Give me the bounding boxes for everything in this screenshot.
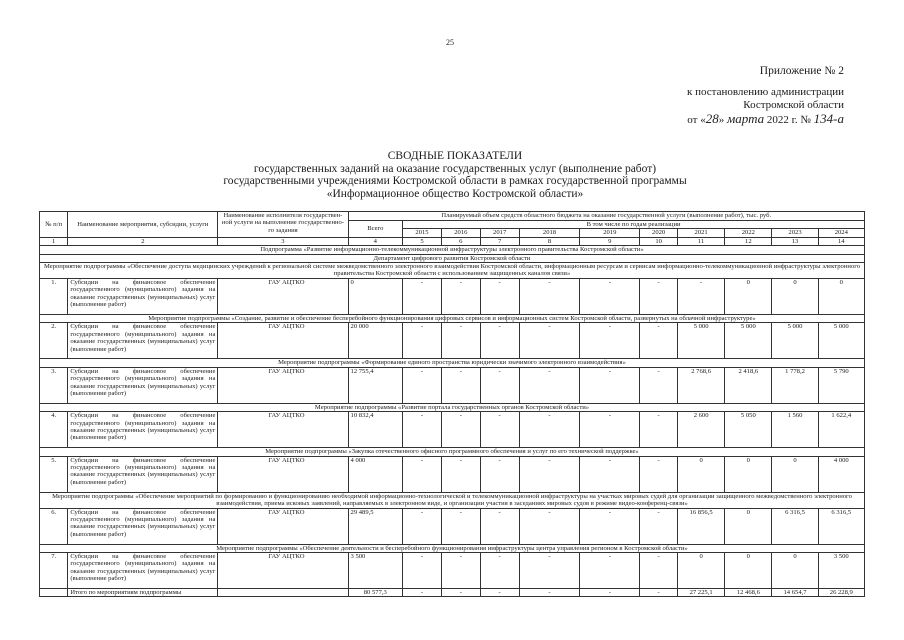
total-year-value: 26 228,9	[818, 589, 864, 597]
row-year-value: -	[640, 456, 678, 492]
section-title: Мероприятие подпрограммы «Обеспечение деятельности и бесперебойного функционирования инфраструктуры центра управления регионом в Костромской области»	[40, 544, 865, 552]
row-year-value: -	[519, 323, 580, 359]
row-year-value: -	[519, 279, 580, 315]
row-year-value: -	[441, 508, 480, 544]
document-header	[200, 150, 710, 200]
row-name: Субсидии на финансовое обеспечение государственного (муниципального) задания на оказание государственных (муниципальных) услуг (выполнение работ)	[68, 323, 218, 359]
year-header: 2017	[480, 229, 519, 237]
table-body	[40, 212, 865, 597]
total-year-value: 12 468,6	[725, 589, 772, 597]
total-year-value: 27 225,1	[678, 589, 725, 597]
appendix-line-1: к постановлению администрации	[687, 86, 844, 98]
row-name: Субсидии на финансовое обеспечение государственного (муниципального) задания на оказание государственных (муниципальных) услуг (выполнение работ)	[68, 456, 218, 492]
row-year-value: 0	[678, 456, 725, 492]
col-byyear-header: В том числе по годам реализации	[403, 221, 865, 229]
row-year-value: -	[480, 279, 519, 315]
appendix-line-3	[644, 112, 844, 127]
total-label: Итого по мероприятиям подпрограммы	[68, 589, 218, 597]
table-row	[40, 508, 865, 544]
section-title: Мероприятие подпрограммы «Создание, развитие и обеспечение бесперебойного функционирования цифровых сервисов и информационных систем Костромской области, развернутых на облачной инфраструктуре»	[40, 315, 865, 323]
col-total-header: Всего	[348, 221, 403, 238]
row-year-value: -	[580, 553, 640, 589]
row-executor: ГАУ АЦТКО	[218, 323, 348, 359]
row-year-value: -	[519, 553, 580, 589]
header-line-2: государственных заданий на оказание государственных услуг (выполнение работ)	[253, 162, 657, 175]
row-year-value: -	[519, 456, 580, 492]
row-year-value: 2 600	[678, 412, 725, 448]
table-row	[40, 367, 865, 403]
row-executor: ГАУ АЦТКО	[218, 508, 348, 544]
row-name: Субсидии на финансовое обеспечение государственного (муниципального) задания на оказание государственных (муниципальных) услуг (выполнение работ)	[68, 279, 218, 315]
header-line-4: «Информационное общество Костромской области»	[326, 187, 584, 200]
row-year-value: -	[580, 456, 640, 492]
column-number: 6	[441, 237, 480, 245]
total-year-value: -	[519, 589, 580, 597]
row-number: 4.	[40, 412, 68, 448]
row-year-value: -	[480, 456, 519, 492]
total-empty-exec	[218, 589, 348, 597]
year-header: 2020	[640, 229, 678, 237]
row-year-value: -	[640, 279, 678, 315]
header-line-3: государственными учреждениями Костромской области в рамках государственной программы	[223, 175, 687, 187]
total-year-value: -	[640, 589, 678, 597]
row-number: 5.	[40, 456, 68, 492]
row-year-value: 0	[772, 553, 818, 589]
row-total: 0	[348, 279, 403, 315]
row-year-value: -	[403, 456, 442, 492]
header-line-1: СВОДНЫЕ ПОКАЗАТЕЛИ	[387, 150, 523, 162]
row-number: 3.	[40, 367, 68, 403]
row-year-value: 5 000	[725, 323, 772, 359]
row-year-value: -	[480, 367, 519, 403]
row-year-value: -	[519, 367, 580, 403]
column-number: 1	[40, 237, 68, 245]
section-row	[40, 492, 865, 508]
section-row	[40, 544, 865, 552]
total-year-value: 14 654,7	[772, 589, 818, 597]
section-title: Мероприятие подпрограммы «Обеспечение доступа медицинских учреждений к региональной системе межведомственного электронного взаимодействия Костромской области, информационным ресурсам и сервисам информационно-телекоммуникационной инфраструктуры электронного правительства Костромской области с использованием защищенных каналов связи»	[40, 263, 865, 279]
year-header: 2023	[772, 229, 818, 237]
row-year-value: -	[441, 456, 480, 492]
row-executor: ГАУ АЦТКО	[218, 553, 348, 589]
row-total: 10 832,4	[348, 412, 403, 448]
section-row	[40, 315, 865, 323]
section-title: Мероприятие подпрограммы «Формирование единого пространства юридически значимого электронного взаимодействия»	[40, 359, 865, 367]
row-year-value: 0	[725, 279, 772, 315]
row-name: Субсидии на финансовое обеспечение государственного (муниципального) задания на оказание государственных (муниципальных) услуг (выполнение работ)	[68, 412, 218, 448]
row-year-value: -	[403, 508, 442, 544]
row-number: 7.	[40, 553, 68, 589]
header-row-1	[40, 212, 865, 221]
row-year-value: 5 050	[725, 412, 772, 448]
row-year-value: 0	[725, 508, 772, 544]
col-num-header: № п/п	[40, 212, 68, 238]
total-sum: 80 577,3	[348, 589, 403, 597]
program-title: Подпрограмма «Развитие информационно-телекоммуникационной инфраструктуры электронного правительства Костромской области»	[40, 246, 865, 254]
date-mid: »	[718, 114, 727, 126]
row-year-value: -	[403, 323, 442, 359]
summary-table	[39, 211, 865, 597]
row-year-value: -	[403, 412, 442, 448]
year-header: 2016	[441, 229, 480, 237]
row-year-value: -	[640, 553, 678, 589]
row-year-value: -	[441, 323, 480, 359]
page-number: 25	[446, 38, 454, 47]
row-year-value: -	[519, 412, 580, 448]
col-plan-header: Планируемый объем средств областного бюджета на оказание государственной услуги (выполнение работ), тыс. руб.	[348, 212, 864, 221]
appendix-line-2: Костромской области	[743, 99, 844, 111]
row-year-value: -	[480, 508, 519, 544]
row-year-value: -	[519, 508, 580, 544]
column-number-row	[40, 237, 865, 245]
column-number: 7	[480, 237, 519, 245]
row-year-value: 0	[725, 553, 772, 589]
year-header: 2021	[678, 229, 725, 237]
row-name: Субсидии на финансовое обеспечение государственного (муниципального) задания на оказание государственных (муниципальных) услуг (выполнение работ)	[68, 553, 218, 589]
year-header: 2022	[725, 229, 772, 237]
table-row	[40, 412, 865, 448]
total-year-value: -	[480, 589, 519, 597]
total-empty	[40, 589, 68, 597]
row-year-value: 4 000	[818, 456, 864, 492]
row-year-value: 0	[678, 553, 725, 589]
year-header: 2015	[403, 229, 442, 237]
row-year-value: -	[403, 279, 442, 315]
col-name-header: Наименование мероприятия, субсидии, услуги	[68, 212, 218, 238]
row-year-value: 0	[725, 456, 772, 492]
row-year-value: -	[480, 553, 519, 589]
row-year-value: 16 856,5	[678, 508, 725, 544]
row-year-value: -	[640, 508, 678, 544]
column-number: 10	[640, 237, 678, 245]
row-year-value: 3 500	[818, 553, 864, 589]
row-year-value: 1 560	[772, 412, 818, 448]
table-row	[40, 279, 865, 315]
section-row	[40, 448, 865, 456]
row-year-value: -	[640, 323, 678, 359]
row-year-value: 2 418,6	[725, 367, 772, 403]
row-number: 6.	[40, 508, 68, 544]
column-number: 8	[519, 237, 580, 245]
year-header: 2019	[580, 229, 640, 237]
date-prefix: от «	[687, 114, 706, 126]
row-year-value: -	[580, 508, 640, 544]
program-row	[40, 246, 865, 254]
department-row	[40, 254, 865, 262]
department-title: Департамент цифрового развития Костромской области	[40, 254, 865, 262]
table-row	[40, 553, 865, 589]
row-year-value: 5 000	[678, 323, 725, 359]
row-year-value: -	[580, 323, 640, 359]
row-name: Субсидии на финансовое обеспечение государственного (муниципального) задания на оказание государственных (муниципальных) услуг (выполнение работ)	[68, 367, 218, 403]
section-row	[40, 359, 865, 367]
row-year-value: -	[441, 412, 480, 448]
row-executor: ГАУ АЦТКО	[218, 456, 348, 492]
column-number: 4	[348, 237, 403, 245]
year-header: 2018	[519, 229, 580, 237]
row-year-value: -	[640, 412, 678, 448]
row-year-value: 1 622,4	[818, 412, 864, 448]
row-year-value: 5 000	[818, 323, 864, 359]
section-row	[40, 403, 865, 411]
row-year-value: 6 316,5	[818, 508, 864, 544]
row-year-value: -	[640, 367, 678, 403]
row-year-value: 6 316,5	[772, 508, 818, 544]
row-year-value: -	[678, 279, 725, 315]
row-total: 20 000	[348, 323, 403, 359]
row-year-value: -	[403, 367, 442, 403]
row-number: 1.	[40, 279, 68, 315]
row-executor: ГАУ АЦТКО	[218, 412, 348, 448]
row-year-value: -	[441, 553, 480, 589]
column-number: 3	[218, 237, 348, 245]
row-total: 12 755,4	[348, 367, 403, 403]
total-year-value: -	[441, 589, 480, 597]
row-year-value: -	[480, 412, 519, 448]
row-total: 29 489,5	[348, 508, 403, 544]
appendix-title: Приложение № 2	[759, 65, 844, 77]
year-header: 2024	[818, 229, 864, 237]
row-name: Субсидии на финансовое обеспечение государственного (муниципального) задания на оказание государственных (муниципальных) услуг (выполнение работ)	[68, 508, 218, 544]
section-title: Мероприятие подпрограммы «Закупка отечественного офисного программного обеспечения и услуг по его технической поддержке»	[40, 448, 865, 456]
row-year-value: -	[480, 323, 519, 359]
table-row	[40, 323, 865, 359]
total-year-value: -	[403, 589, 442, 597]
column-number: 13	[772, 237, 818, 245]
row-year-value: 2 768,6	[678, 367, 725, 403]
column-number: 14	[818, 237, 864, 245]
row-year-value: 5 000	[772, 323, 818, 359]
row-executor: ГАУ АЦТКО	[218, 367, 348, 403]
row-total: 3 500	[348, 553, 403, 589]
row-year-value: 0	[772, 279, 818, 315]
section-title: Мероприятие подпрограммы «Развитие портала государственных органов Костромской области»	[40, 403, 865, 411]
date-year: 2022 г. №	[764, 114, 814, 126]
appendix-block	[644, 65, 844, 127]
row-year-value: 1 778,2	[772, 367, 818, 403]
table-row	[40, 456, 865, 492]
column-number: 2	[68, 237, 218, 245]
row-year-value: 0	[772, 456, 818, 492]
handwritten-month: марта	[726, 111, 765, 126]
total-year-value: -	[580, 589, 640, 597]
row-total: 4 000	[348, 456, 403, 492]
row-year-value: -	[580, 367, 640, 403]
col-exec-header: Наименование исполнителя государствен-ной услуги на выполнение государственно-го задания	[218, 212, 348, 238]
column-number: 5	[403, 237, 442, 245]
row-year-value: -	[580, 412, 640, 448]
row-year-value: 5 790	[818, 367, 864, 403]
section-title: Мероприятие подпрограммы «Обеспечение мероприятий по формированию и функционированию необходимой информационно-технологической и телекоммуникационной инфраструктуры на участках мировых судей для организации защищенного межведомственного электронного взаимодействия, приема исковых заявлений, направляемых в электронном виде, и организации участия в заседаниях мировых судов в режиме видео-конференц-связи»	[40, 492, 865, 508]
column-number: 9	[580, 237, 640, 245]
row-executor: ГАУ АЦТКО	[218, 279, 348, 315]
handwritten-number: 134-а	[813, 111, 844, 126]
section-row	[40, 263, 865, 279]
total-row	[40, 589, 865, 597]
column-number: 12	[725, 237, 772, 245]
row-year-value: -	[580, 279, 640, 315]
row-year-value: -	[441, 279, 480, 315]
handwritten-day: 28	[705, 111, 719, 126]
row-year-value: 0	[818, 279, 864, 315]
row-number: 2.	[40, 323, 68, 359]
row-year-value: -	[441, 367, 480, 403]
row-year-value: -	[403, 553, 442, 589]
column-number: 11	[678, 237, 725, 245]
